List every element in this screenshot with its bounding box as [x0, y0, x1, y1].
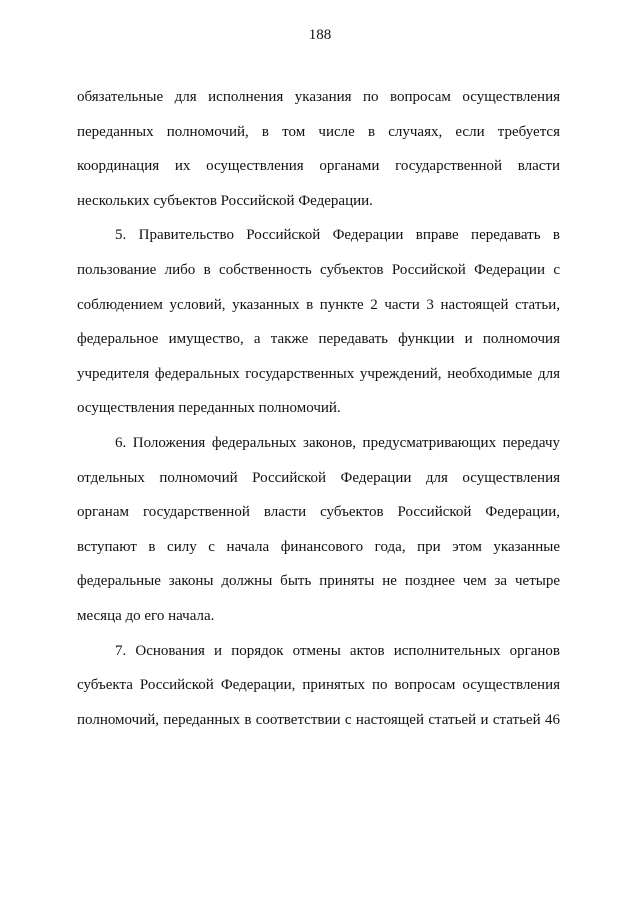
paragraph-line: 6. Положения федеральных законов, предусматривающих передачу [115, 434, 560, 451]
paragraph-line: переданных полномочий, в том числе в случаях, если требуется [77, 123, 560, 140]
paragraph-line: осуществления переданных полномочий. [77, 400, 341, 417]
paragraph-line: соблюдением условий, указанных в пункте 2 части 3 настоящей статьи, [77, 296, 560, 313]
paragraph-line: федеральные законы должны быть приняты не позднее чем за четыре [77, 573, 560, 590]
paragraph-line: вступают в силу с начала финансового года, при этом указанные [77, 538, 560, 555]
paragraph-1 [77, 80, 560, 218]
document-body [77, 80, 560, 737]
paragraph-5 [77, 218, 560, 426]
paragraph-6 [77, 426, 560, 634]
paragraph-line: учредителя федеральных государственных учреждений, необходимые для [77, 365, 560, 382]
paragraph-line: месяца до его начала. [77, 607, 215, 624]
paragraph-line: координация их осуществления органами государственной власти [77, 158, 560, 175]
paragraph-line: пользование либо в собственность субъектов Российской Федерации с [77, 261, 560, 278]
paragraph-line: нескольких субъектов Российской Федерации. [77, 192, 373, 209]
paragraph-line: органам государственной власти субъектов Российской Федерации, [77, 504, 560, 521]
paragraph-line: 7. Основания и порядок отмены актов исполнительных органов [115, 642, 560, 659]
paragraph-7 [77, 634, 560, 738]
page-number: 188 [308, 27, 332, 43]
paragraph-line: полномочий, переданных в соответствии с настоящей статьей и статьей 46 [77, 711, 560, 728]
paragraph-line: федеральное имущество, а также передавать функции и полномочия [77, 331, 560, 348]
paragraph-line: обязательные для исполнения указания по вопросам осуществления [77, 89, 560, 105]
paragraph-line: 5. Правительство Российской Федерации вправе передавать в [115, 227, 560, 244]
paragraph-line: субъекта Российской Федерации, принятых по вопросам осуществления [77, 677, 560, 694]
paragraph-line: отдельных полномочий Российской Федерации для осуществления [77, 469, 560, 486]
